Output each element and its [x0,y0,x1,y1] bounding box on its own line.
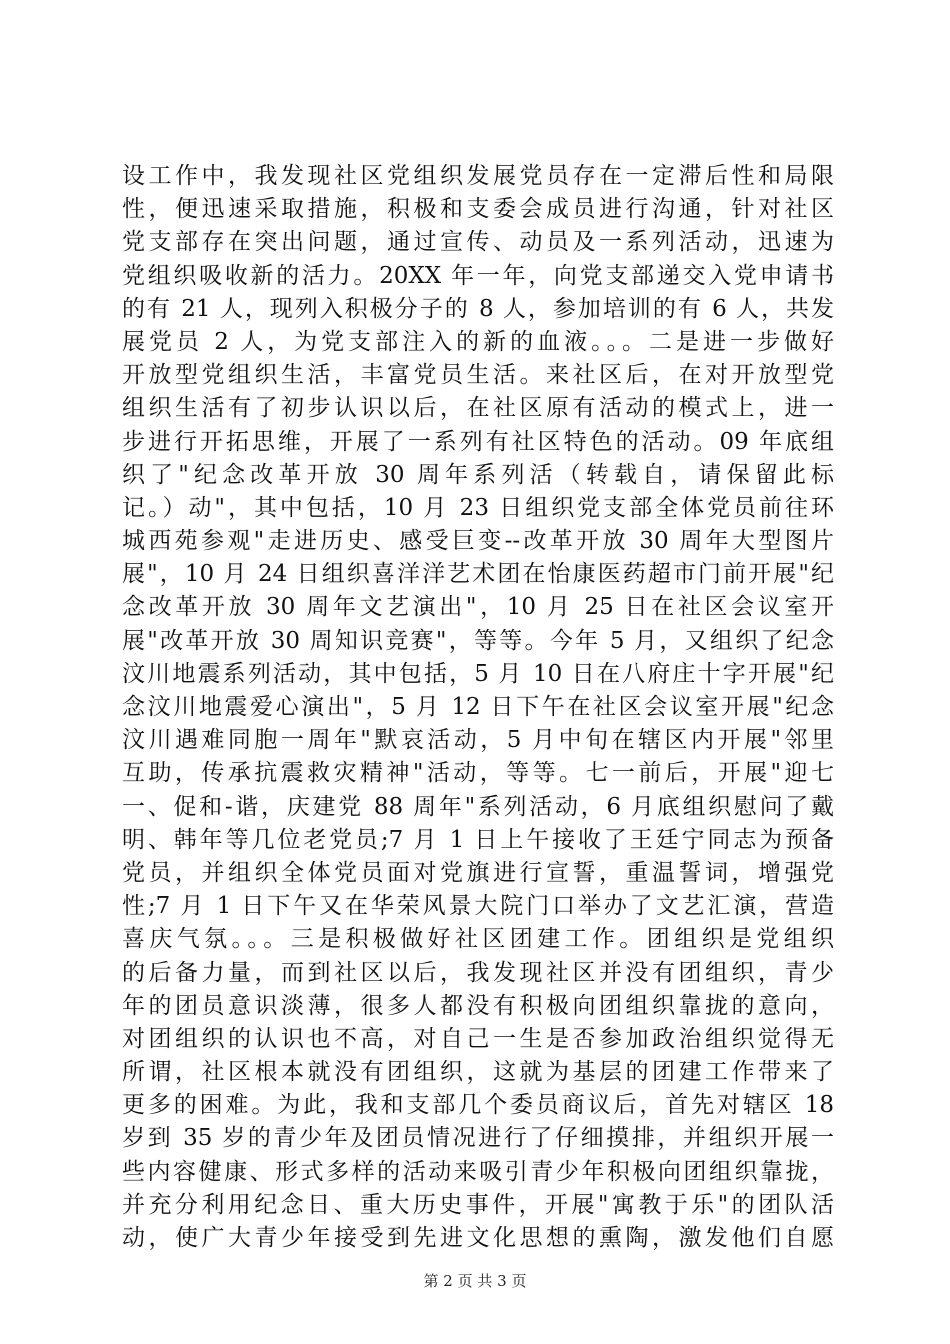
text-line: 汶川遇难同胞一周年"默哀活动，5 月中旬在辖区内开展"邻里 [122,727,834,754]
text-line: 展党员 2 人，为党支部注入的新的血液。。。二是进一步做好 [122,328,834,355]
text-line: 明、韩年等几位老党员;7 月 1 日上午接收了王廷宁同志为预备 [122,826,834,853]
text-line: 城西苑参观"走进历史、感受巨变--改革开放 30 周年大型图片 [122,528,834,555]
text-line: 念改革开放 30 周年文艺演出"，10 月 25 日在社区会议室开 [122,594,834,621]
text-line: 的有 21 人，现列入积极分子的 8 人，参加培训的有 6 人，共发 [122,295,834,322]
text-line: 的后备力量，而到社区以后，我发现社区并没有团组织，青少 [122,959,834,986]
text-line: 党支部存在突出问题，通过宣传、动员及一系列活动，迅速为 [122,229,834,256]
text-line: 组织生活有了初步认识以后，在社区原有活动的模式上，进一 [122,395,834,422]
text-line: 开放型党组织生活，丰富党员生活。来社区后，在对开放型党 [122,362,834,389]
text-line: 对团组织的认识也不高，对自己一生是否参加政治组织觉得无 [122,1025,834,1052]
text-line: 些内容健康、形式多样的活动来吸引青少年积极向团组织靠拢， [122,1158,834,1185]
text-line: 互助，传承抗震救灾精神"活动，等等。七一前后，开展"迎七 [122,760,834,787]
text-line: 展"改革开放 30 周知识竞赛"，等等。今年 5 月，又组织了纪念 [122,627,834,654]
text-line: 所谓，社区根本就没有团组织，这就为基层的团建工作带来了 [122,1059,834,1086]
text-line: 念汶川地震爱心演出"，5 月 12 日下午在社区会议室开展"纪念 [122,694,834,720]
text-line: 喜庆气氛。。。三是积极做好社区团建工作。团组织是党组织 [122,926,834,953]
text-line: 性，便迅速采取措施，积极和支委会成员进行沟通，针对社区 [122,196,834,223]
text-line: 设工作中，我发现社区党组织发展党员存在一定滞后性和局限 [122,163,834,189]
text-line: 步进行开拓思维，开展了一系列有社区特色的活动。09 年底组 [122,428,834,455]
text-line: 党组织吸收新的活力。20XX 年一年，向党支部递交入党申请书 [122,262,834,289]
text-line: 汶川地震系列活动，其中包括，5 月 10 日在八府庄十字开展"纪 [122,660,834,687]
text-line: 更多的困难。为此，我和支部几个委员商议后，首先对辖区 18 [122,1092,834,1119]
text-line: 记。）动"，其中包括，10 月 23 日组织党支部全体党员前往环 [122,494,834,521]
text-line: 党员，并组织全体党员面对党旗进行宣誓，重温誓词，增强党 [122,859,834,886]
text-line: 一、促和-谐，庆建党 88 周年"系列活动，6 月底组织慰问了戴 [122,793,834,820]
page-number-footer: 第 2 页 共 3 页 [423,1272,527,1290]
text-line: 年的团员意识淡薄，很多人都没有积极向团组织靠拢的意向， [122,992,834,1019]
text-line: 展"，10 月 24 日组织喜洋洋艺术团在怡康医药超市门前开展"纪 [122,561,834,588]
text-line: 织了"纪念改革开放 30 周年系列活（转载自，请保留此标 [122,461,834,488]
body-text [122,160,834,1255]
text-line: 动，使广大青少年接受到先进文化思想的熏陶，激发他们自愿 [122,1225,834,1251]
text-line: 岁到 35 岁的青少年及团员情况进行了仔细摸排，并组织开展一 [122,1125,834,1152]
text-line: 并充分利用纪念日、重大历史事件，开展"寓教于乐"的团队活 [122,1191,834,1218]
text-line: 性;7 月 1 日下午又在华荣风景大院门口举办了文艺汇演，营造 [122,893,834,920]
